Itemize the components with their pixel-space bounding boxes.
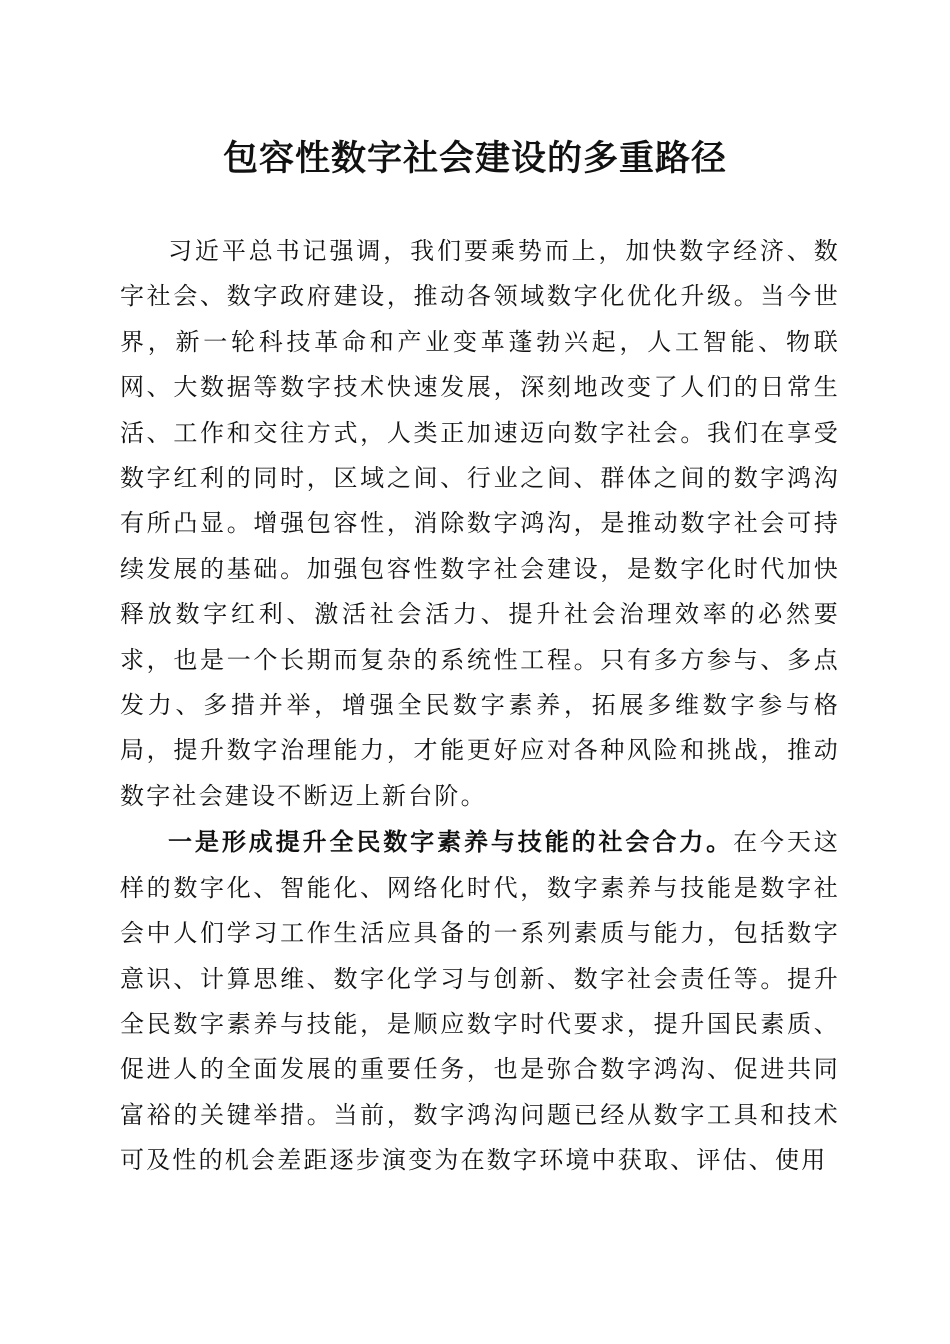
page-title: 包容性数字社会建设的多重路径	[222, 138, 727, 179]
paragraph-text: 在今天这样的数字化、智能化、网络化时代，数字素养与技能是数字社会中人们学习工作生活应具备的一系列素质与能力，包括数字意识、计算思维、数字化学习与创新、数字社会责任等。提升全民数字素养与技能，是顺应数字时代要求，提升国民素质、促进人的全面发展的重要任务，也是弥合数字鸿沟、促进共同富裕的关键举措。当前，数字鸿沟问题已经从数字工具和技术可及性的机会差距逐步演变为在数字环境中获取、评估、使用	[120, 828, 840, 1175]
paragraph-point-one	[120, 819, 840, 1183]
paragraph-text: 习近平总书记强调，我们要乘势而上，加快数字经济、数字社会、数字政府建设，推动各领域数字化优化升级。当今世界，新一轮科技革命和产业变革蓬勃兴起，人工智能、物联网、大数据等数字技术快速发展，深刻地改变了人们的日常生活、工作和交往方式，人类正加速迈向数字社会。我们在享受数字红利的同时，区域之间、行业之间、群体之间的数字鸿沟有所凸显。增强包容性，消除数字鸿沟，是推动数字社会可持续发展的基础。加强包容性数字社会建设，是数字化时代加快释放数字红利、激活社会活力、提升社会治理效率的必然要求，也是一个长期而复杂的系统性工程。只有多方参与、多点发力、多措并举，增强全民数字素养，拓展多维数字参与格局，提升数字治理能力，才能更好应对各种风险和挑战，推动数字社会建设不断迈上新台阶。	[120, 237, 840, 810]
paragraph-lead-heading: 一是形成提升全民数字素养与技能的社会合力。	[168, 827, 734, 857]
paragraph-intro	[120, 229, 840, 819]
document-body	[120, 229, 840, 1184]
